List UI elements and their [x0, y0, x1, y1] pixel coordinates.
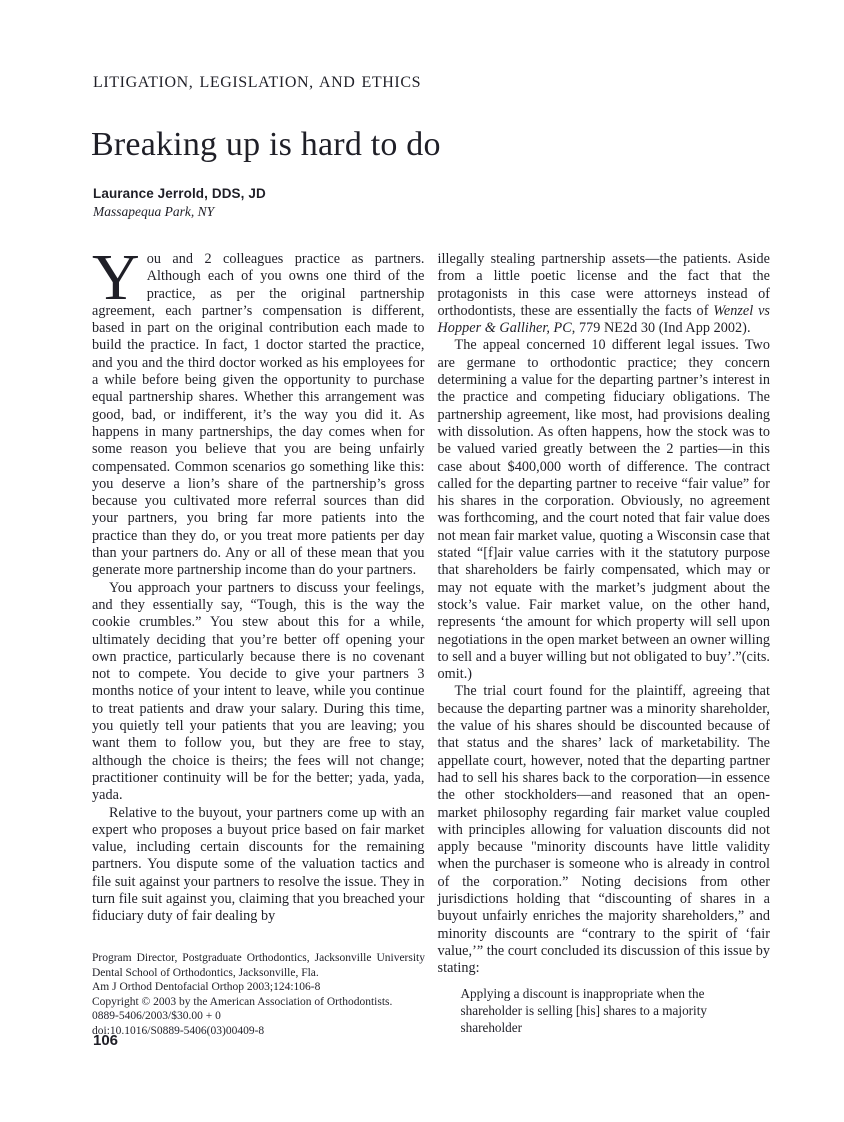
- footnote-block: [92, 951, 425, 1039]
- drop-cap: Y: [92, 241, 140, 314]
- case-citation: Wenzel vs Hopper & Galliher, PC: [437, 302, 770, 337]
- block-quote: Applying a discount is inappropriate when the shareholder is selling [his] shares to a majority shareholder: [460, 986, 707, 1036]
- article-body: [92, 241, 770, 1037]
- paragraph-1-text: ou and 2 colleagues practice as partners. Although each of you owns one third of the practice, as per the original partnership agreement, each partner’s compensation is different, based in part on the original contribution each made to build the practice. In fact, 1 doctor started the practice, and you and the third doctor worked as his employees for a while before being given the opportunity to purchase equal partnership shares. Whether this arrangement was good, bad, or indifferent, it’s the way you did it. As happens in many partnerships, the day comes when for some reason you believe that you are being unfairly compensated. Common scenarios go something like this: you deserve a lion’s share of the partnership’s gross because you cultivated more referral sources than did your partners, you bring far more patients into the practice than they do, or you treat more patients per day than your partners do. Any or all of these mean that you generate more partnership income than do your partners.: [92, 251, 425, 579]
- author-name: Laurance Jerrold, DDS, JD: [93, 186, 266, 201]
- paragraph-3-continued-post: , 779 NE2d 30 (Ind App 2002).: [571, 320, 751, 337]
- footnote-copyright: Copyright © 2003 by the American Association of Orthodontists.: [92, 995, 393, 1008]
- footnote-affiliation: Program Director, Postgraduate Orthodontics, Jacksonville University Dental School of Orthodontics, Jacksonville, Fla.: [92, 952, 425, 979]
- footnote-citation: Am J Orthod Dentofacial Orthop 2003;124:106-8: [92, 981, 321, 994]
- paragraph-5: The trial court found for the plaintiff, agreeing that because the departing partner was a minority shareholder, the value of his shares should be discounted because of that status and the shares’ lack of marketability. The appellate court, however, noted that the departing partner had to sell his shares back to the corporation—in essence the other stockholders—and reasoned that an open-market philosophy regarding fair market value coupled with principles allowing for valuation discounts did not apply because "minority discounts have little validity when the purchaser is someone who is already in control of the corporation.” Noting decisions from other jurisdictions holding that “discounting of shares in a buyout unfairly enriches the majority shareholders,” and minority discounts are “contrary to the spirit of ‘fair value,’” the court concluded its discussion of this issue by stating:: [437, 683, 770, 977]
- paragraph-3-continued: [438, 251, 771, 337]
- paragraph-3: Relative to the buyout, your partners come up with an expert who proposes a buyout price based on fair market value, including certain discounts for the remaining partners. You dispute some of the valuation tactics and file suit against your partners to resolve the issue. They in turn file suit against you, claiming that you breached your fiduciary duty of fair dealing by: [92, 804, 425, 925]
- paragraph-1: [92, 241, 425, 580]
- left-column: [92, 241, 425, 1037]
- paragraph-4: The appeal concerned 10 different legal issues. Two are germane to orthodontic practice; they concern determining a value for the departing partner’s interest in the practice and competing fiduciary obligations. The partnership agreement, like most, had provisions dealing with dissolution. As often happens, how the stock was to be valued varied greatly between the 2 parties—in this case about $400,000 worth of difference. The contract called for the departing partner to receive “fair value” for his shares in the corporation. Obviously, no agreement was forthcoming, and the court noted that fair value does not mean fair market value, quoting a Wisconsin case that stated “[f]air value carries with it the statutory purpose that shareholders be fairly compensated, which may or may not equate with the market’s judgment about the stock’s value. Fair market value, on the other hand, represents ‘the amount for which property will sell upon negotiations in the open market between an owner willing to sell and a buyer willing but not obligated to buy’.”(cits. omit.): [437, 337, 770, 683]
- footnote-doi: doi:10.1016/S0889-5406(03)00409-8: [92, 1024, 265, 1037]
- paragraph-3-continued-pre: illegally stealing partnership assets—the patients. Aside from a little poetic license and the fact that the protagonists in this case were attorneys instead of orthodontists, these are essentially the facts of: [437, 251, 770, 319]
- paragraph-2: You approach your partners to discuss your feelings, and they essentially say, “Tough, this is the way the cookie crumbles.” You stew about this for a while, ultimately deciding that you’re better off opening your own practice, particularly because there is no covenant not to compete. You decide to give your partners 3 months notice of your intent to leave, while you continue to treat patients and draw your salary. During this time, you quietly tell your patients that you are leaving; you want them to follow you, but they are free to stay, although the choice is theirs; the fees will not change; practitioner continuity will be for the better; yada, yada, yada.: [92, 579, 425, 804]
- article-title: Breaking up is hard to do: [91, 126, 441, 163]
- page-number: 106: [93, 1032, 119, 1049]
- footnote-price-code: 0889-5406/2003/$30.00 + 0: [92, 1010, 221, 1023]
- section-header: LITIGATION, LEGISLATION, AND ETHICS: [93, 74, 422, 91]
- author-location: Massapequa Park, NY: [93, 204, 215, 219]
- right-column: [438, 251, 771, 1037]
